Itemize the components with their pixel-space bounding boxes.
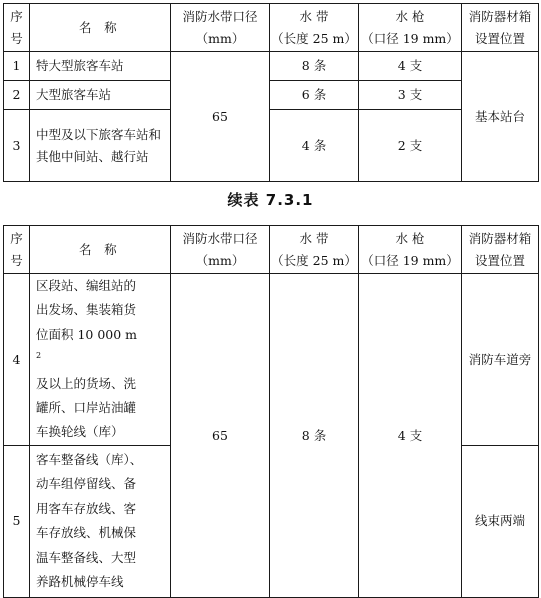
equipment-box-location: 线束两端 [462, 445, 539, 597]
row-nozzle: 2 支 [359, 110, 462, 182]
header-name: 名 称 [30, 4, 171, 52]
table-row [4, 81, 539, 110]
hose-diameter-value: 65 [171, 274, 270, 598]
row-name: 客车整备线（库）、 动车组停留线、备 用客车存放线、客 车存放线、机械保 温车整备线、大型 养路机械停车线 [30, 445, 171, 597]
row-name: 中型及以下旅客车站和其他中间站、越行站 [30, 110, 171, 182]
row-hose: 6 条 [270, 81, 359, 110]
nozzle-value: 4 支 [359, 274, 462, 598]
superscript-2: 2 [36, 350, 42, 360]
header-nozzle: 水 枪 （口径 19 mm） [359, 4, 462, 52]
header-seq: 序 号 [4, 4, 30, 52]
row-nozzle: 3 支 [359, 81, 462, 110]
table-continuation-caption: 续表 7.3.1 [227, 191, 314, 209]
header-hose: 水 带 （长度 25 m） [270, 4, 359, 52]
equipment-box-location: 消防车道旁 [462, 274, 539, 446]
row-seq: 5 [4, 445, 30, 597]
table-header-row [4, 4, 539, 52]
header-hose-diameter: 消防水带口径 （mm） [171, 4, 270, 52]
row-name: 区段站、编组站的 出发场、集装箱货 位面积 10 000 m $^2$ 及以上的货场、洗 罐所、口岸站油罐 车换轮线（库） [30, 274, 171, 446]
table-row [4, 52, 539, 81]
hose-value: 8 条 [270, 274, 359, 598]
row-name: 大型旅客车站 [30, 81, 171, 110]
fire-equipment-table-continued [3, 225, 539, 598]
table-row [4, 110, 539, 182]
equipment-box-location: 基本站台 [462, 52, 539, 182]
header-equipment-box: 消防器材箱 设置位置 [462, 4, 539, 52]
row-hose: 8 条 [270, 52, 359, 81]
row-seq: 3 [4, 110, 30, 182]
row-name: 特大型旅客车站 [30, 52, 171, 81]
row-hose: 4 条 [270, 110, 359, 182]
row-seq: 4 [4, 274, 30, 446]
fire-equipment-table [3, 3, 539, 182]
header-name: 名 称 [30, 226, 171, 274]
header-nozzle: 水 枪 （口径 19 mm） [359, 226, 462, 274]
row-seq: 1 [4, 52, 30, 81]
row-seq: 2 [4, 81, 30, 110]
table-row [4, 274, 539, 446]
header-equipment-box: 消防器材箱 设置位置 [462, 226, 539, 274]
header-hose: 水 带 （长度 25 m） [270, 226, 359, 274]
table-header-row [4, 226, 539, 274]
header-hose-diameter: 消防水带口径 （mm） [171, 226, 270, 274]
header-seq: 序 号 [4, 226, 30, 274]
row-nozzle: 4 支 [359, 52, 462, 81]
hose-diameter-value: 65 [171, 52, 270, 182]
